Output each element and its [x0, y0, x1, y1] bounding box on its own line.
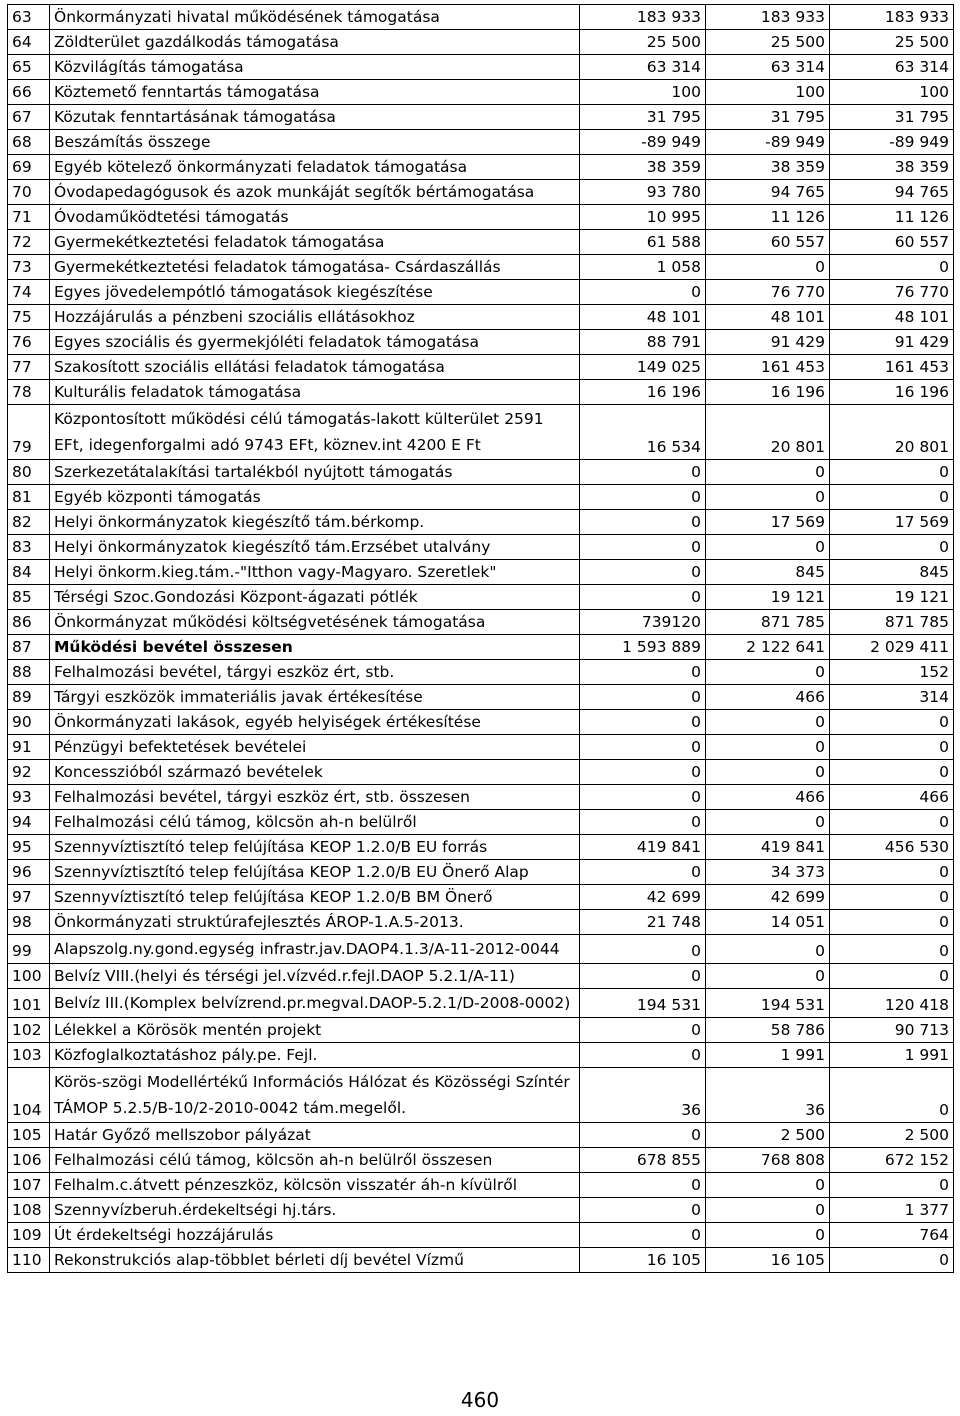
row-label-cell: Határ Győző mellszobor pályázat	[50, 1123, 580, 1148]
row-number-cell: 68	[8, 130, 50, 155]
table-row	[8, 1018, 954, 1043]
value-cell-1: 419 841	[580, 835, 706, 860]
row-number-cell: 105	[8, 1123, 50, 1148]
value-cell-1: 16 196	[580, 380, 706, 405]
row-number-cell: 81	[8, 485, 50, 510]
value-cell-1: 739120	[580, 610, 706, 635]
value-cell-2: 0	[706, 710, 830, 735]
value-cell-1: 0	[580, 535, 706, 560]
value-cell-1: 31 795	[580, 105, 706, 130]
row-label-cell: Tárgyi eszközök immateriális javak értékesítése	[50, 685, 580, 710]
row-number-cell: 109	[8, 1223, 50, 1248]
value-cell-1: 36	[580, 1068, 706, 1123]
row-label-cell: Lélekkel a Körösök mentén projekt	[50, 1018, 580, 1043]
row-number-cell: 107	[8, 1173, 50, 1198]
budget-table	[7, 4, 954, 1273]
table-row	[8, 1198, 954, 1223]
row-number-cell: 73	[8, 255, 50, 280]
row-number-cell: 97	[8, 885, 50, 910]
row-number-cell: 66	[8, 80, 50, 105]
value-cell-1: 1 593 889	[580, 635, 706, 660]
row-number-cell: 82	[8, 510, 50, 535]
row-label-cell: Egyéb kötelező önkormányzati feladatok támogatása	[50, 155, 580, 180]
value-cell-1: 149 025	[580, 355, 706, 380]
value-cell-1: 678 855	[580, 1148, 706, 1173]
row-label-cell: Hozzájárulás a pénzbeni szociális ellátásokhoz	[50, 305, 580, 330]
row-number-cell: 106	[8, 1148, 50, 1173]
table-row	[8, 1123, 954, 1148]
value-cell-3: 152	[830, 660, 954, 685]
value-cell-2: 20 801	[706, 405, 830, 460]
table-row	[8, 560, 954, 585]
row-label-cell: Térségi Szoc.Gondozási Központ-ágazati pótlék	[50, 585, 580, 610]
value-cell-2: 36	[706, 1068, 830, 1123]
row-number-cell: 80	[8, 460, 50, 485]
row-label-cell: Egyéb központi támogatás	[50, 485, 580, 510]
row-label-cell: Kulturális feladatok támogatása	[50, 380, 580, 405]
row-number-cell: 75	[8, 305, 50, 330]
table-row	[8, 735, 954, 760]
value-cell-3: 1 377	[830, 1198, 954, 1223]
table-row	[8, 280, 954, 305]
row-number-cell: 91	[8, 735, 50, 760]
table-row	[8, 380, 954, 405]
row-label-cell: Felhalmozási célú támog, kölcsön ah-n belülről összesen	[50, 1148, 580, 1173]
value-cell-1: 0	[580, 510, 706, 535]
table-row	[8, 785, 954, 810]
value-cell-2: 14 051	[706, 910, 830, 935]
value-cell-2: 16 196	[706, 380, 830, 405]
row-label-cell: Pénzügyi befektetések bevételei	[50, 735, 580, 760]
row-number-cell: 102	[8, 1018, 50, 1043]
value-cell-2: 768 808	[706, 1148, 830, 1173]
value-cell-3: 0	[830, 535, 954, 560]
value-cell-2: 0	[706, 760, 830, 785]
row-label-cell: Gyermekétkeztetési feladatok támogatása	[50, 230, 580, 255]
value-cell-2: 0	[706, 1198, 830, 1223]
row-label-cell: Központosított működési célú támogatás-lakott külterület 2591 EFt, idegenforgalmi adó 9743 EFt, köznev.int 4200 E Ft	[50, 405, 580, 460]
row-label-cell: Önkormányzati struktúrafejlesztés ÁROP-1.A.5-2013.	[50, 910, 580, 935]
value-cell-1: 88 791	[580, 330, 706, 355]
row-number-cell: 99	[8, 935, 50, 964]
value-cell-3: 0	[830, 910, 954, 935]
table-row	[8, 130, 954, 155]
row-label-cell: Út érdekeltségi hozzájárulás	[50, 1223, 580, 1248]
row-number-cell: 96	[8, 860, 50, 885]
row-label-cell: Szennyvíztisztító telep felújítása KEOP 1.2.0/B EU forrás	[50, 835, 580, 860]
value-cell-1: 1 058	[580, 255, 706, 280]
value-cell-3: 11 126	[830, 205, 954, 230]
value-cell-1: 0	[580, 1198, 706, 1223]
value-cell-2: 161 453	[706, 355, 830, 380]
table-row	[8, 710, 954, 735]
table-row	[8, 989, 954, 1018]
value-cell-3: 2 029 411	[830, 635, 954, 660]
value-cell-1: 0	[580, 460, 706, 485]
value-cell-3: 120 418	[830, 989, 954, 1018]
value-cell-1: 21 748	[580, 910, 706, 935]
row-label-cell: Óvodaműködtetési támogatás	[50, 205, 580, 230]
value-cell-1: 0	[580, 585, 706, 610]
value-cell-2: 0	[706, 735, 830, 760]
value-cell-1: 0	[580, 810, 706, 835]
row-number-cell: 90	[8, 710, 50, 735]
row-number-cell: 95	[8, 835, 50, 860]
row-label-cell: Szerkezetátalakítási tartalékból nyújtott támogatás	[50, 460, 580, 485]
value-cell-2: 42 699	[706, 885, 830, 910]
value-cell-3: 466	[830, 785, 954, 810]
row-label-cell: Szakosított szociális ellátási feladatok támogatása	[50, 355, 580, 380]
table-row	[8, 230, 954, 255]
table-row	[8, 80, 954, 105]
value-cell-3: 0	[830, 1068, 954, 1123]
value-cell-3: 17 569	[830, 510, 954, 535]
table-row	[8, 810, 954, 835]
value-cell-3: 1 991	[830, 1043, 954, 1068]
value-cell-3: 0	[830, 735, 954, 760]
value-cell-2: 466	[706, 685, 830, 710]
row-number-cell: 87	[8, 635, 50, 660]
row-number-cell: 79	[8, 405, 50, 460]
value-cell-3: 91 429	[830, 330, 954, 355]
row-number-cell: 103	[8, 1043, 50, 1068]
value-cell-2: 0	[706, 964, 830, 989]
row-label-cell: Egyes jövedelempótló támogatások kiegészítése	[50, 280, 580, 305]
value-cell-1: 0	[580, 1043, 706, 1068]
value-cell-1: 0	[580, 1123, 706, 1148]
value-cell-3: 0	[830, 810, 954, 835]
value-cell-2: 183 933	[706, 5, 830, 30]
row-number-cell: 100	[8, 964, 50, 989]
value-cell-2: 871 785	[706, 610, 830, 635]
row-label-cell: Felhalm.c.átvett pénzeszköz, kölcsön visszatér áh-n kívülről	[50, 1173, 580, 1198]
table-row	[8, 460, 954, 485]
row-number-cell: 71	[8, 205, 50, 230]
table-row	[8, 1223, 954, 1248]
value-cell-1: 0	[580, 785, 706, 810]
value-cell-2: 60 557	[706, 230, 830, 255]
row-label-cell: Felhalmozási célú támog, kölcsön ah-n belülről	[50, 810, 580, 835]
value-cell-3: 845	[830, 560, 954, 585]
value-cell-3: 20 801	[830, 405, 954, 460]
value-cell-1: 38 359	[580, 155, 706, 180]
row-number-cell: 77	[8, 355, 50, 380]
value-cell-2: 1 991	[706, 1043, 830, 1068]
table-row	[8, 1068, 954, 1123]
value-cell-1: 0	[580, 280, 706, 305]
value-cell-3: 672 152	[830, 1148, 954, 1173]
row-label-cell: Szennyvíztisztító telep felújítása KEOP 1.2.0/B BM Önerő	[50, 885, 580, 910]
row-label-cell: Zöldterület gazdálkodás támogatása	[50, 30, 580, 55]
table-row	[8, 105, 954, 130]
value-cell-3: 0	[830, 935, 954, 964]
value-cell-1: 100	[580, 80, 706, 105]
table-row	[8, 964, 954, 989]
table-row	[8, 55, 954, 80]
row-label-cell: Köztemető fenntartás támogatása	[50, 80, 580, 105]
value-cell-1: 0	[580, 935, 706, 964]
row-number-cell: 89	[8, 685, 50, 710]
row-number-cell: 86	[8, 610, 50, 635]
value-cell-3: 94 765	[830, 180, 954, 205]
value-cell-2: 419 841	[706, 835, 830, 860]
row-number-cell: 67	[8, 105, 50, 130]
value-cell-2: 845	[706, 560, 830, 585]
value-cell-2: 0	[706, 1223, 830, 1248]
table-row	[8, 355, 954, 380]
value-cell-3: 76 770	[830, 280, 954, 305]
row-number-cell: 64	[8, 30, 50, 55]
row-label-cell: Beszámítás összege	[50, 130, 580, 155]
value-cell-3: 0	[830, 255, 954, 280]
table-row	[8, 685, 954, 710]
row-number-cell: 78	[8, 380, 50, 405]
row-number-cell: 108	[8, 1198, 50, 1223]
row-label-cell: Közfoglalkoztatáshoz pály.pe. Fejl.	[50, 1043, 580, 1068]
value-cell-2: 34 373	[706, 860, 830, 885]
value-cell-1: 0	[580, 1223, 706, 1248]
value-cell-2: 194 531	[706, 989, 830, 1018]
value-cell-1: 61 588	[580, 230, 706, 255]
value-cell-1: 194 531	[580, 989, 706, 1018]
row-number-cell: 84	[8, 560, 50, 585]
table-row	[8, 610, 954, 635]
row-label-cell: Működési bevétel összesen	[50, 635, 580, 660]
value-cell-3: 0	[830, 885, 954, 910]
value-cell-2: 16 105	[706, 1248, 830, 1273]
row-number-cell: 88	[8, 660, 50, 685]
value-cell-1: -89 949	[580, 130, 706, 155]
table-row	[8, 910, 954, 935]
value-cell-2: 0	[706, 485, 830, 510]
value-cell-1: 0	[580, 760, 706, 785]
table-row	[8, 155, 954, 180]
table-row	[8, 1148, 954, 1173]
value-cell-1: 0	[580, 1018, 706, 1043]
value-cell-1: 42 699	[580, 885, 706, 910]
value-cell-2: 0	[706, 255, 830, 280]
table-row	[8, 1043, 954, 1068]
table-row	[8, 30, 954, 55]
row-label-cell: Közvilágítás támogatása	[50, 55, 580, 80]
value-cell-1: 0	[580, 710, 706, 735]
row-number-cell: 110	[8, 1248, 50, 1273]
table-row	[8, 330, 954, 355]
value-cell-2: 0	[706, 535, 830, 560]
table-row	[8, 255, 954, 280]
row-label-cell: Helyi önkormányzatok kiegészítő tám.Erzsébet utalvány	[50, 535, 580, 560]
value-cell-3: 0	[830, 460, 954, 485]
value-cell-1: 0	[580, 964, 706, 989]
row-number-cell: 104	[8, 1068, 50, 1123]
page-number: 460	[460, 1388, 500, 1412]
row-label-cell: Önkormányzati hivatal működésének támogatása	[50, 5, 580, 30]
row-number-cell: 70	[8, 180, 50, 205]
value-cell-3: 31 795	[830, 105, 954, 130]
value-cell-3: 183 933	[830, 5, 954, 30]
table-row	[8, 485, 954, 510]
value-cell-3: 0	[830, 964, 954, 989]
table-row	[8, 585, 954, 610]
value-cell-3: 0	[830, 485, 954, 510]
row-number-cell: 74	[8, 280, 50, 305]
table-row	[8, 5, 954, 30]
value-cell-3: 764	[830, 1223, 954, 1248]
row-number-cell: 93	[8, 785, 50, 810]
value-cell-2: -89 949	[706, 130, 830, 155]
table-row	[8, 180, 954, 205]
value-cell-3: 161 453	[830, 355, 954, 380]
value-cell-2: 94 765	[706, 180, 830, 205]
row-number-cell: 72	[8, 230, 50, 255]
value-cell-2: 11 126	[706, 205, 830, 230]
value-cell-3: 0	[830, 1248, 954, 1273]
table-row	[8, 935, 954, 964]
row-number-cell: 92	[8, 760, 50, 785]
row-label-cell: Koncesszióból származó bevételek	[50, 760, 580, 785]
value-cell-2: 0	[706, 935, 830, 964]
table-row	[8, 535, 954, 560]
value-cell-3: 100	[830, 80, 954, 105]
value-cell-1: 93 780	[580, 180, 706, 205]
table-row	[8, 660, 954, 685]
row-label-cell: Szennyvízberuh.érdekeltségi hj.társ.	[50, 1198, 580, 1223]
value-cell-3: 60 557	[830, 230, 954, 255]
value-cell-1: 0	[580, 485, 706, 510]
value-cell-2: 0	[706, 810, 830, 835]
row-label-cell: Önkormányzati lakások, egyéb helyiségek értékesítése	[50, 710, 580, 735]
row-label-cell: Helyi önkormányzatok kiegészítő tám.bérkomp.	[50, 510, 580, 535]
value-cell-2: 0	[706, 1173, 830, 1198]
budget-table-body	[8, 5, 954, 1273]
row-number-cell: 76	[8, 330, 50, 355]
value-cell-1: 63 314	[580, 55, 706, 80]
value-cell-1: 16 534	[580, 405, 706, 460]
value-cell-2: 100	[706, 80, 830, 105]
value-cell-1: 0	[580, 1173, 706, 1198]
value-cell-3: 0	[830, 860, 954, 885]
value-cell-1: 16 105	[580, 1248, 706, 1273]
value-cell-2: 0	[706, 660, 830, 685]
value-cell-2: 48 101	[706, 305, 830, 330]
value-cell-2: 19 121	[706, 585, 830, 610]
value-cell-3: 0	[830, 760, 954, 785]
value-cell-2: 466	[706, 785, 830, 810]
value-cell-2: 17 569	[706, 510, 830, 535]
table-row	[8, 305, 954, 330]
value-cell-3: 2 500	[830, 1123, 954, 1148]
value-cell-3: 0	[830, 710, 954, 735]
value-cell-3: 456 530	[830, 835, 954, 860]
row-label-cell: Szennyvíztisztító telep felújítása KEOP 1.2.0/B EU Önerő Alap	[50, 860, 580, 885]
row-label-cell: Közutak fenntartásának támogatása	[50, 105, 580, 130]
row-label-cell: Óvodapedagógusok és azok munkáját segítők bértámogatása	[50, 180, 580, 205]
table-row	[8, 1248, 954, 1273]
value-cell-2: 76 770	[706, 280, 830, 305]
row-label-cell: Belvíz VIII.(helyi és térségi jel.vízvéd.r.fejl.DAOP 5.2.1/A-11)	[50, 964, 580, 989]
row-number-cell: 65	[8, 55, 50, 80]
row-label-cell: Helyi önkorm.kieg.tám.-"Itthon vagy-Magyaro. Szeretlek"	[50, 560, 580, 585]
table-row	[8, 885, 954, 910]
value-cell-1: 0	[580, 860, 706, 885]
value-cell-2: 0	[706, 460, 830, 485]
value-cell-1: 25 500	[580, 30, 706, 55]
value-cell-1: 48 101	[580, 305, 706, 330]
value-cell-2: 2 500	[706, 1123, 830, 1148]
row-number-cell: 94	[8, 810, 50, 835]
row-label-cell: Alapszolg.ny.gond.egység infrastr.jav.DAOP4.1.3/A-11-2012-0044	[50, 935, 580, 964]
table-row	[8, 760, 954, 785]
value-cell-3: 63 314	[830, 55, 954, 80]
row-number-cell: 98	[8, 910, 50, 935]
row-label-cell: Belvíz III.(Komplex belvízrend.pr.megval.DAOP-5.2.1/D-2008-0002)	[50, 989, 580, 1018]
value-cell-1: 0	[580, 735, 706, 760]
table-row	[8, 405, 954, 460]
value-cell-2: 63 314	[706, 55, 830, 80]
value-cell-3: 90 713	[830, 1018, 954, 1043]
row-number-cell: 69	[8, 155, 50, 180]
value-cell-1: 0	[580, 660, 706, 685]
value-cell-3: 871 785	[830, 610, 954, 635]
table-row	[8, 860, 954, 885]
value-cell-2: 2 122 641	[706, 635, 830, 660]
row-label-cell: Körös-szögi Modellértékű Információs Hálózat és Közösségi Színtér TÁMOP 5.2.5/B-10/2-2010-0042 tám.megelől.	[50, 1068, 580, 1123]
table-row	[8, 510, 954, 535]
value-cell-3: 48 101	[830, 305, 954, 330]
value-cell-3: 0	[830, 1173, 954, 1198]
value-cell-2: 38 359	[706, 155, 830, 180]
table-row	[8, 1173, 954, 1198]
value-cell-1: 0	[580, 685, 706, 710]
table-row	[8, 835, 954, 860]
value-cell-2: 25 500	[706, 30, 830, 55]
row-number-cell: 101	[8, 989, 50, 1018]
value-cell-2: 58 786	[706, 1018, 830, 1043]
value-cell-1: 183 933	[580, 5, 706, 30]
row-label-cell: Felhalmozási bevétel, tárgyi eszköz ért, stb.	[50, 660, 580, 685]
row-number-cell: 63	[8, 5, 50, 30]
value-cell-3: 25 500	[830, 30, 954, 55]
value-cell-3: 16 196	[830, 380, 954, 405]
row-number-cell: 85	[8, 585, 50, 610]
value-cell-1: 0	[580, 560, 706, 585]
value-cell-3: -89 949	[830, 130, 954, 155]
row-label-cell: Egyes szociális és gyermekjóléti feladatok támogatása	[50, 330, 580, 355]
table-row	[8, 635, 954, 660]
row-label-cell: Felhalmozási bevétel, tárgyi eszköz ért, stb. összesen	[50, 785, 580, 810]
table-row	[8, 205, 954, 230]
value-cell-3: 38 359	[830, 155, 954, 180]
row-label-cell: Gyermekétkeztetési feladatok támogatása- Csárdaszállás	[50, 255, 580, 280]
row-label-cell: Rekonstrukciós alap-többlet bérleti díj bevétel Vízmű	[50, 1248, 580, 1273]
value-cell-3: 19 121	[830, 585, 954, 610]
row-number-cell: 83	[8, 535, 50, 560]
row-label-cell: Önkormányzat működési költségvetésének támogatása	[50, 610, 580, 635]
value-cell-1: 10 995	[580, 205, 706, 230]
value-cell-2: 31 795	[706, 105, 830, 130]
value-cell-3: 314	[830, 685, 954, 710]
value-cell-2: 91 429	[706, 330, 830, 355]
